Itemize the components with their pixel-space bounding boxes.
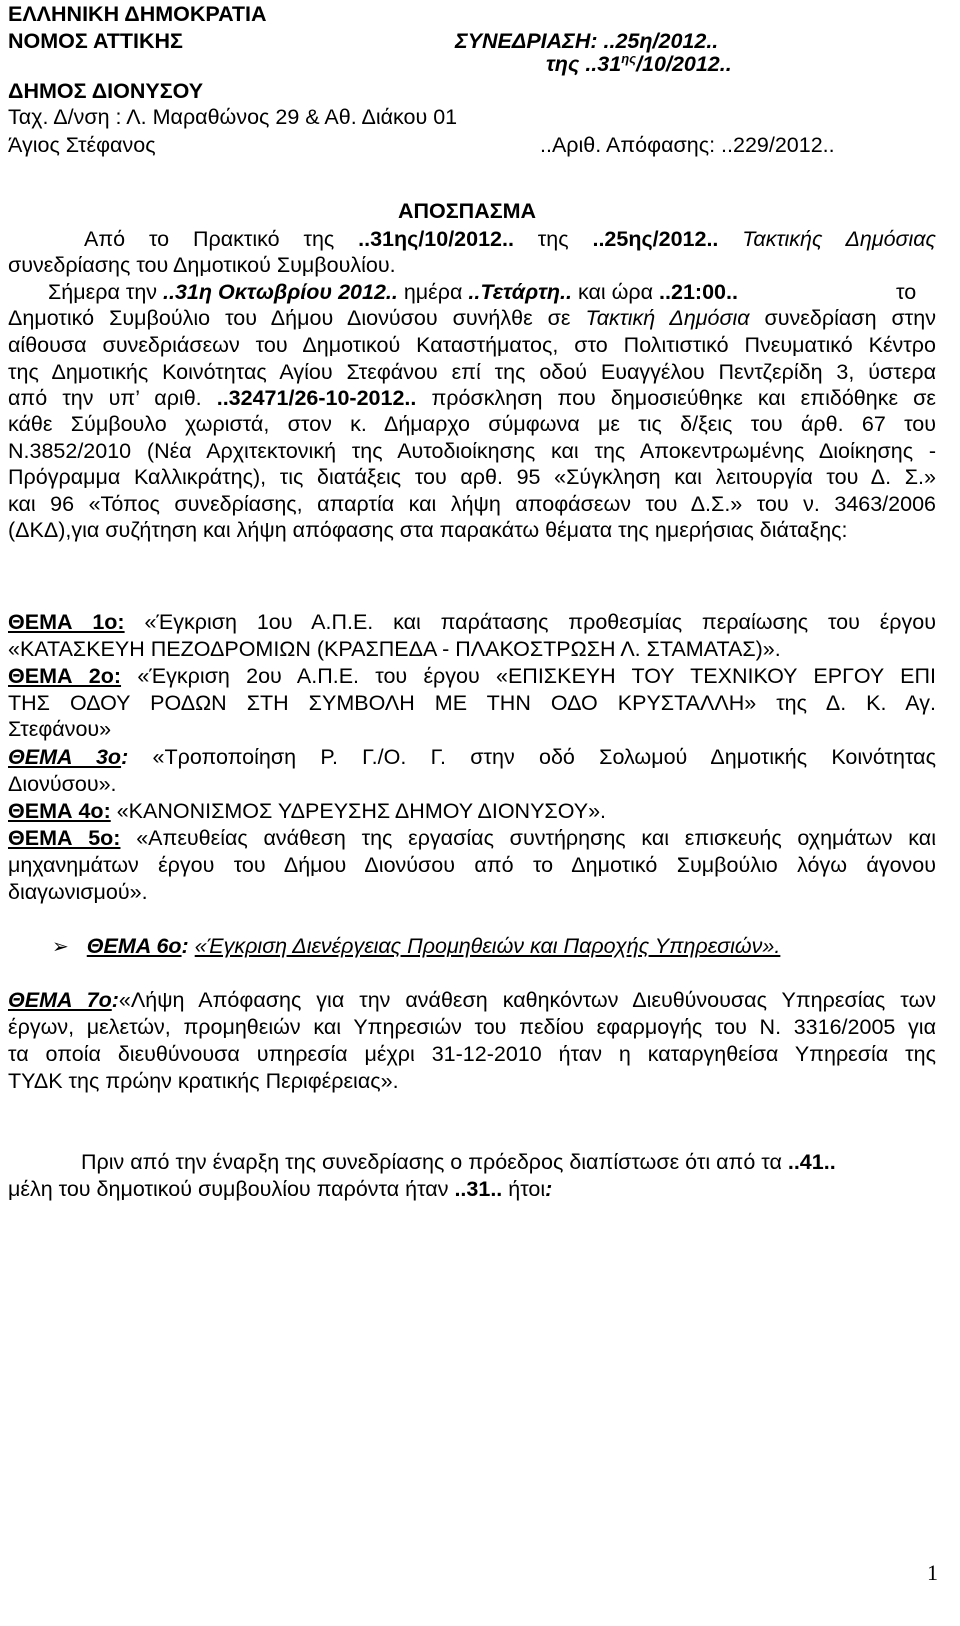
closing-line-2 xyxy=(8,1177,552,1202)
arrow-bullet-icon: ➢ xyxy=(52,936,69,958)
text: συνεδρίαση στην xyxy=(749,306,936,330)
text: Δημοτικό Συμβούλιο του Δήμου Διονύσου συνήλθε σε xyxy=(8,306,586,330)
topic-7-line-3: τα οποία διευθύνουσα υπηρεσία μέχρι 31-12-2010 ήταν η καταργηθείσα Υπηρεσία της xyxy=(8,1042,936,1066)
topic-4-line-1 xyxy=(8,799,606,824)
excerpt-line-3 xyxy=(48,280,738,305)
excerpt-line-5: αίθουσα συνεδριάσεων του Δημοτικού Καταστήματος, στο Πολιτιστικό Πνευματικό Κέντρο xyxy=(8,333,936,357)
invitation-number: ..32471/26-10-2012.. xyxy=(216,386,417,410)
header-municipality: ΔΗΜΟΣ ΔΙΟΝΥΣΟΥ xyxy=(8,79,204,103)
text: Σήμερα την xyxy=(48,280,164,304)
text: μέλη του δημοτικού συμβουλίου παρόντα ήταν xyxy=(8,1177,455,1201)
topic-3-colon: : xyxy=(121,745,129,769)
topic-7-label: ΘΕΜΑ 7ο xyxy=(8,988,112,1012)
excerpt-line-8: κάθε Σύμβουλο χωριστά, στον κ. Δήμαρχο σύμφωνα με τις δ/ξεις του άρθ. 67 του xyxy=(8,412,936,436)
total-members: ..41.. xyxy=(787,1150,836,1174)
excerpt-line-11: και 96 «Τόπος συνεδρίασης, απαρτία και λήψη αποφάσεων του Δ.Σ.» του ν. 3463/2006 xyxy=(8,492,936,516)
closing-colon: : xyxy=(545,1177,553,1201)
excerpt-line-12: (ΔΚΔ),για συζήτηση και λήψη απόφασης στα παρακάτω θέματα της ημερήσιας διάταξης: xyxy=(8,518,848,542)
text: «Έγκριση 1ου Α.Π.Ε. και παράτασης προθεσμίας περαίωσης του έργου xyxy=(144,610,936,634)
text: ήτοι xyxy=(502,1177,546,1201)
session-date-sup: ης xyxy=(621,50,637,66)
topic-1-line-1 xyxy=(8,610,936,635)
header-republic: ΕΛΛΗΝΙΚΗ ΔΗΜΟΚΡΑΤΙΑ xyxy=(8,2,267,26)
topic-6-line xyxy=(52,934,780,959)
text: «Έγκριση 2ου Α.Π.Ε. του έργου «ΕΠΙΣΚΕΥΗ ΤΟΥ ΤΕΧΝΙΚΟΥ ΕΡΓΟΥ ΕΠΙ xyxy=(137,664,936,688)
topic-2-line-3: Στεφάνου» xyxy=(8,717,112,741)
meeting-time: ..21:00.. xyxy=(659,280,738,304)
closing-line-1 xyxy=(81,1150,836,1175)
header-address: Ταχ. Δ/νση : Λ. Μαραθώνος 29 & Αθ. Διάκου 01 xyxy=(8,105,458,129)
excerpt-line-9: Ν.3852/2010 (Νέα Αρχιτεκτονική της Αυτοδιοίκησης και της Αποκεντρωμένης Διοίκησης - xyxy=(8,439,936,463)
topic-7-line-4: ΤΥΔΚ της πρώην κρατικής Περιφέρειας». xyxy=(8,1069,399,1093)
topic-6-text: «Έγκριση Διενέργειας Προμηθειών και Παροχής Υπηρεσιών». xyxy=(194,934,781,958)
excerpt-line-7 xyxy=(8,386,936,411)
present-members: ..31.. xyxy=(454,1177,503,1201)
topic-2-label: ΘΕΜΑ 2ο: xyxy=(8,664,122,688)
topic-7-label-group xyxy=(8,988,119,1012)
topic-1-label: ΘΕΜΑ 1ο: xyxy=(8,610,125,634)
topic-7-line-1 xyxy=(8,988,936,1013)
text: πρόσκληση που δημοσιεύθηκε και επιδόθηκε σε xyxy=(416,386,936,410)
session-date-suffix: /10/2012.. xyxy=(636,52,732,76)
text: «Απευθείας ανάθεση της εργασίας συντήρησης και επισκευής οχημάτων και xyxy=(136,826,936,850)
topic-4-label: ΘΕΜΑ 4ο: xyxy=(8,799,111,823)
topic-5-line-2: μηχανημάτων έργου του Δήμου Διονύσου από το Δημοτικό Συμβούλιο λόγω άγονου xyxy=(8,853,936,877)
excerpt-line-1 xyxy=(84,227,936,252)
text: από την υπ’ αριθ. xyxy=(8,386,217,410)
header-decision-number: ..Αριθ. Απόφασης: ..229/2012.. xyxy=(540,133,835,157)
topic-5-line-3: διαγωνισμού». xyxy=(8,880,148,904)
topic-2-line-1 xyxy=(8,664,936,689)
topic-7-line-2: έργων, μελετών, προμηθειών και Υπηρεσιών του πεδίου εφαρμογής του Ν. 3316/2005 για xyxy=(8,1015,936,1039)
topic-3-label-group xyxy=(8,745,128,769)
page-number: 1 xyxy=(927,1560,938,1585)
excerpt-line-10: Πρόγραμμα Καλλικράτης), τις διατάξεις του αρθ. 95 «Σύγκληση και λειτουργία του Δ. Σ.» xyxy=(8,465,936,489)
topic-6-label: ΘΕΜΑ 6ο xyxy=(86,934,182,958)
topic-5-label: ΘΕΜΑ 5ο: xyxy=(8,826,121,850)
topic-5-line-1 xyxy=(8,826,936,851)
text: «Τροποποίηση Ρ. Γ./Ο. Γ. στην οδό Σολωμού Δημοτικής Κοινότητας xyxy=(152,745,936,769)
excerpt-line-3-end: το xyxy=(896,280,917,304)
text: ημέρα xyxy=(397,280,469,304)
session-number: ..25ης/2012.. xyxy=(592,227,719,251)
text: και ώρα xyxy=(571,280,660,304)
topic-7-colon: : xyxy=(111,988,119,1012)
text: «ΚΑΝΟΝΙΣΜΟΣ ΥΔΡΕΥΣΗΣ ΔΗΜΟΥ ΔΙΟΝΥΣΟΥ». xyxy=(116,799,607,823)
session-type: Τακτικής Δημόσιας xyxy=(718,227,937,251)
minutes-date: ..31ης/10/2012.. xyxy=(358,227,514,251)
topic-2-line-2: ΤΗΣ ΟΔΟΥ ΡΟΔΩΝ ΣΤΗ ΣΥΜΒΟΛΗ ΜΕ ΤΗΝ ΟΔΟ ΚΡΥΣΤΑΛΛΗ» της Δ. Κ. Αγ. xyxy=(8,691,936,715)
meeting-day: ..Τετάρτη.. xyxy=(468,280,572,304)
excerpt-line-6: της Δημοτικής Κοινότητας Αγίου Στεφάνου επί της οδού Ευαγγέλου Πεντζερίδη 3, ύστερα xyxy=(8,360,936,384)
session-kind: Τακτική Δημόσια xyxy=(585,306,750,330)
header-prefecture: ΝΟΜΟΣ ΑΤΤΙΚΗΣ xyxy=(8,29,183,53)
topic-6-colon: : xyxy=(181,934,189,958)
header-session: ΣΥΝΕΔΡΙΑΣΗ: ..25η/2012.. xyxy=(455,29,719,53)
meeting-date: ..31η Οκτωβρίου 2012.. xyxy=(163,280,398,304)
excerpt-line-2: συνεδρίασης του Δημοτικού Συμβουλίου. xyxy=(8,253,396,277)
header-town: Άγιος Στέφανος xyxy=(8,133,156,157)
topic-3-label: ΘΕΜΑ 3ο xyxy=(8,745,122,769)
header-session-date xyxy=(546,52,732,77)
topic-3-line-1 xyxy=(8,745,936,770)
text: «Λήψη Απόφασης για την ανάθεση καθηκόντων Διευθύνουσας Υπηρεσίας των xyxy=(118,988,936,1012)
text: Πριν από την έναρξη της συνεδρίασης ο πρόεδρος διαπίστωσε ότι από τα xyxy=(81,1150,788,1174)
topic-3-line-2: Διονύσου». xyxy=(8,772,117,796)
session-date-prefix: της ..31 xyxy=(546,52,622,76)
excerpt-line-4 xyxy=(8,306,936,331)
topic-1-line-2: «ΚΑΤΑΣΚΕΥΗ ΠΕΖΟΔΡΟΜΙΩΝ (ΚΡΑΣΠΕΔΑ - ΠΛΑΚΟΣΤΡΩΣΗ Λ. ΣΤΑΜΑΤΑΣ)». xyxy=(8,637,781,661)
text: της xyxy=(513,227,593,251)
excerpt-title: ΑΠΟΣΠΑΣΜΑ xyxy=(398,199,537,223)
text: Από το Πρακτικό της xyxy=(84,227,359,251)
